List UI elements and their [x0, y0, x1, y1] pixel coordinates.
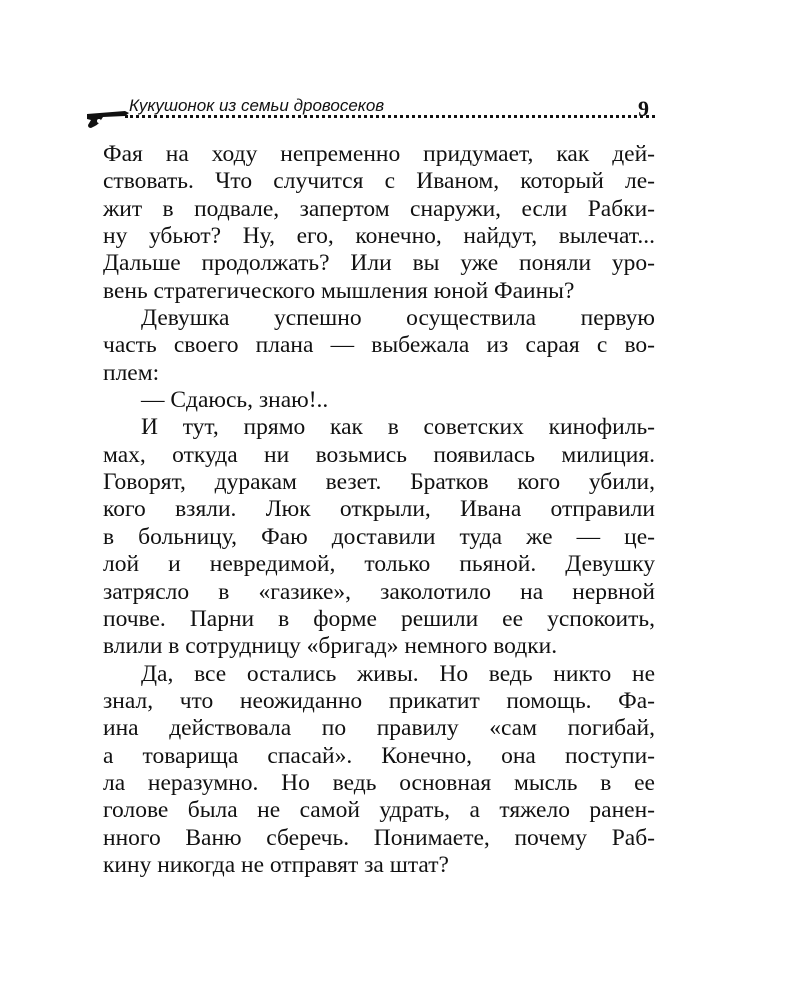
- paragraph: [103, 387, 655, 414]
- text-line: Девушка успешно осуществила первую: [141, 305, 655, 332]
- text-line: ствовать. Что случится с Иваном, который ле-: [103, 168, 655, 195]
- text-line: кого взяли. Люк открыли, Ивана отправили: [103, 496, 655, 523]
- text-line: лой и невредимой, только пьяной. Девушку: [103, 551, 655, 578]
- text-line: голове была не самой удрать, а тяжело ранен-: [103, 797, 655, 824]
- text-line: ну убьют? Ну, его, конечно, найдут, вылечат...: [103, 223, 655, 250]
- pistol-icon: [85, 108, 131, 130]
- text-line: ла неразумно. Но ведь основная мысль в ее: [103, 769, 655, 796]
- paragraph: [103, 141, 655, 305]
- text-line: Говорят, дуракам везет. Братков кого убили,: [103, 469, 655, 496]
- text-line: часть своего плана — выбежала из сарая с во-: [103, 332, 655, 359]
- text-line: плем:: [103, 359, 160, 386]
- text-line: ина действовала по правилу «сам погибай,: [103, 715, 655, 742]
- text-line: затрясло в «газике», заколотило на нервной: [103, 578, 655, 605]
- paragraph: [103, 305, 655, 387]
- text-line: почве. Парни в форме решили ее успокоить,: [103, 605, 655, 632]
- text-line: в больницу, Фаю доставили туда же — це-: [103, 523, 655, 550]
- text-line: И тут, прямо как в советских кинофиль-: [141, 414, 655, 441]
- text-line: а товарища спасай». Конечно, она поступи-: [103, 742, 655, 769]
- text-line: кину никогда не отправят за штат?: [103, 851, 449, 878]
- running-head-title: Кукушонок из семьи дровосеков: [129, 96, 385, 115]
- text-line: знал, что неожиданно прикатит помощь. Фа-: [103, 687, 655, 714]
- paragraph: [103, 414, 655, 660]
- text-line: Да, все остались живы. Но ведь никто не: [141, 660, 655, 687]
- text-line: вень стратегического мышления юной Фаины?: [103, 277, 575, 304]
- text-line: нного Ваню сберечь. Понимаете, почему Раб-: [103, 824, 655, 851]
- text-line: Фая на ходу непременно придумает, как дей-: [103, 141, 655, 167]
- paragraph: [103, 661, 655, 880]
- running-head: [85, 96, 665, 130]
- text-line: Дальше продолжать? Или вы уже поняли уро-: [103, 250, 655, 277]
- body-text: [103, 141, 655, 879]
- text-line: — Сдаюсь, знаю!..: [141, 387, 329, 414]
- text-line: жит в подвале, запертом снаружи, если Рабки-: [103, 195, 655, 222]
- text-line: влили в сотрудницу «бригад» немного водки.: [103, 633, 558, 660]
- text-line: мах, откуда ни возьмись появилась милиция.: [103, 441, 655, 468]
- page-number: 9: [638, 96, 649, 121]
